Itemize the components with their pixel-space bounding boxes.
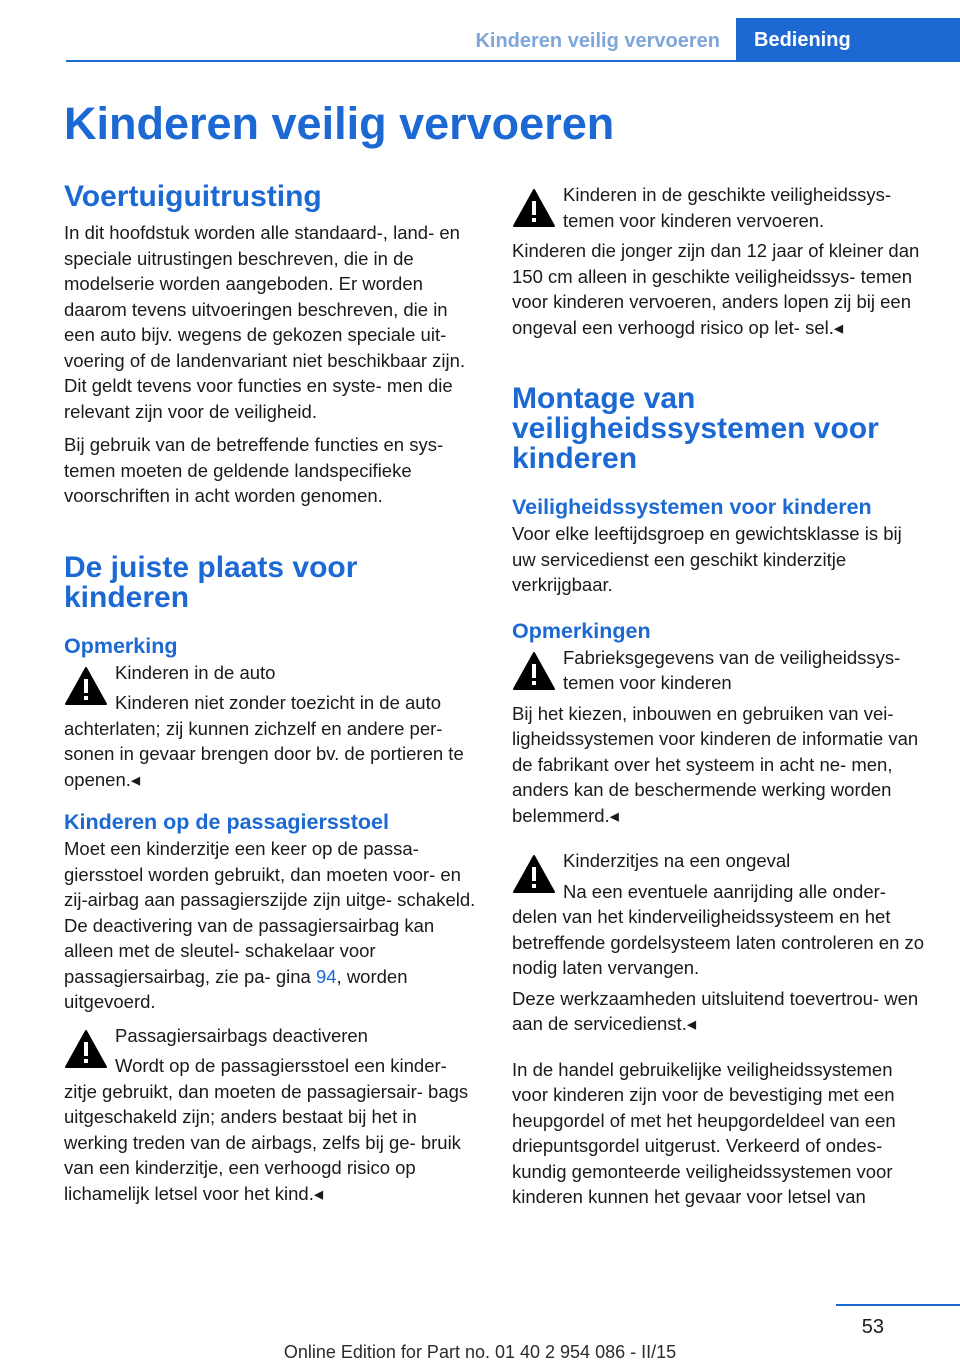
warning-body: Na een eventuele aanrijding alle onder- delen van het kinderveiligheidssysteem en het betreffende gordelsysteem laten controleren en zo nodig laten vervangen. — [512, 880, 925, 978]
page-number: 53 — [861, 1316, 884, 1338]
warning-title: Kinderen in de geschikte veiligheidssys- temen voor kinderen vervoeren. — [563, 184, 892, 231]
warning-title: Kinderzitjes na een ongeval — [563, 850, 791, 871]
header-section-title: Kinderen veilig vervoeren — [475, 30, 720, 52]
subheading-opmerking: Opmerking — [64, 633, 178, 658]
subheading-opmerkingen: Opmerkingen — [512, 618, 651, 643]
header-rule — [66, 60, 960, 62]
paragraph-veiligheidssystemen: Voor elke leeftijdsgroep en gewichtsklasse is bij uw servicedienst een geschikt kinderzitje verkrijgbaar. — [512, 523, 902, 595]
warning-title: Kinderen in de auto — [115, 661, 276, 683]
subheading-passagiersstoel: Kinderen op de passagiersstoel — [64, 810, 389, 834]
warning-triangle-icon — [64, 1029, 108, 1069]
warning-block-kinderen-auto — [64, 660, 479, 793]
left-column — [64, 182, 479, 1211]
warning-block-na-ongeval — [512, 848, 927, 981]
paragraph-handel: In de handel gebruikelijke veiligheidssystemen voor kinderen zijn voor de bevestiging met een heupgordel of met het heupgordeldeel van een driepuntsgordel uitgerust. Verkeerd of ondes- kundig gemonteerde veiligheidssystemen voor kinderen kunnen het gevaar voor letsel van — [512, 1058, 896, 1207]
warning-block-geschikte-systemen — [512, 182, 927, 233]
edition-line: Online Edition for Part no. 01 40 2 954 086 - II/15 — [283, 1342, 677, 1362]
warning-title: Fabrieksgegevens van de veiligheidssys- temen voor kinderen — [563, 646, 901, 693]
warning-triangle-icon — [512, 651, 556, 691]
paragraph-text: Moet een kinderzitje een keer op de passa- giersstoel worden gebruikt, dan moeten voor- en zij-airbag aan passagierszijde zijn uitge- schakeld. De deactivering van de passagiersairbag kan alleen met de sleutel- schakelaar voor passagiersairbag, zie pa- gina — [64, 838, 476, 987]
warning-body-2: Deze werkzaamheden uitsluitend toevertrou- wen aan de servicedienst.◂ — [512, 987, 919, 1034]
heading-voertuiguitrusting: Voertuiguitrusting — [64, 180, 322, 213]
paragraph-voertuig-2: Bij gebruik van de betreffende functies en sys- temen moeten de geldende landspecifieke voorschriften in acht worden genomen. — [64, 434, 444, 506]
warning-triangle-icon — [512, 854, 556, 894]
page-link-94[interactable]: 94 — [315, 965, 337, 987]
warning-block-fabrieksgegevens — [512, 645, 927, 696]
heading-montage: Montage van veiligheidssystemen voor kinderen — [512, 382, 879, 475]
warning-triangle-icon — [64, 666, 108, 706]
paragraph-voertuig-1: In dit hoofdstuk worden alle standaard-, land- en speciale uitrustingen beschreven, die in de modelserie worden aangeboden. Er worden daarom tevens uitvoeringen beschreven, die in een auto bijv. wegens de gekozen speciale uit- voering of de landenvariant niet beschikbaar zijn. Dit geldt tevens voor functies en syste- men die relevant zijn voor de veiligheid. — [64, 222, 466, 422]
right-column — [512, 182, 927, 1218]
subheading-veiligheidssystemen: Veiligheidssystemen voor kinderen — [512, 495, 872, 519]
paragraph-text-end: , worden uitgevoerd. — [64, 965, 408, 1012]
page-title: Kinderen veilig vervoeren — [64, 98, 615, 149]
warning-body: Kinderen niet zonder toezicht in de auto achterlaten; zij kunnen zichzelf en andere per- sonen in gevaar brengen door bv. de portieren te openen.◂ — [64, 692, 464, 790]
warning-body: Wordt op de passagiersstoel een kinder- zitje gebruikt, dan moeten de passagiersair- bags uitgeschakeld zijn; anders bestaat bij het in werking treden van de airbags, zelfs bij ge- bruik van een kinderzitje, een verhoogd risico op lichamelijk letsel voor het kind.◂ — [64, 1055, 469, 1204]
warning-title: Passagiersairbags deactiveren — [115, 1024, 368, 1046]
page-footer — [0, 1304, 960, 1362]
warning-body: Kinderen die jonger zijn dan 12 jaar of kleiner dan 150 cm alleen in geschikte veiligheidssys- temen voor kinderen vervoeren, anders lopen zij bij een ongeval een verhoogd risico op let- sel.◂ — [512, 240, 920, 338]
page-header — [0, 0, 960, 62]
footer-rule — [836, 1304, 960, 1306]
header-chapter-tab: Bediening — [736, 18, 960, 62]
warning-body: Bij het kiezen, inbouwen en gebruiken van vei- ligheidssystemen voor kinderen de informatie van de fabrikant over het systeem in acht ne- men, anders kan de beschermende werking worden belemmerd.◂ — [512, 702, 919, 826]
heading-juiste-plaats: De juiste plaats voor kinderen — [64, 550, 358, 614]
warning-triangle-icon — [512, 188, 556, 228]
paragraph-passagiersstoel — [64, 836, 479, 1015]
warning-block-airbags — [64, 1023, 479, 1207]
